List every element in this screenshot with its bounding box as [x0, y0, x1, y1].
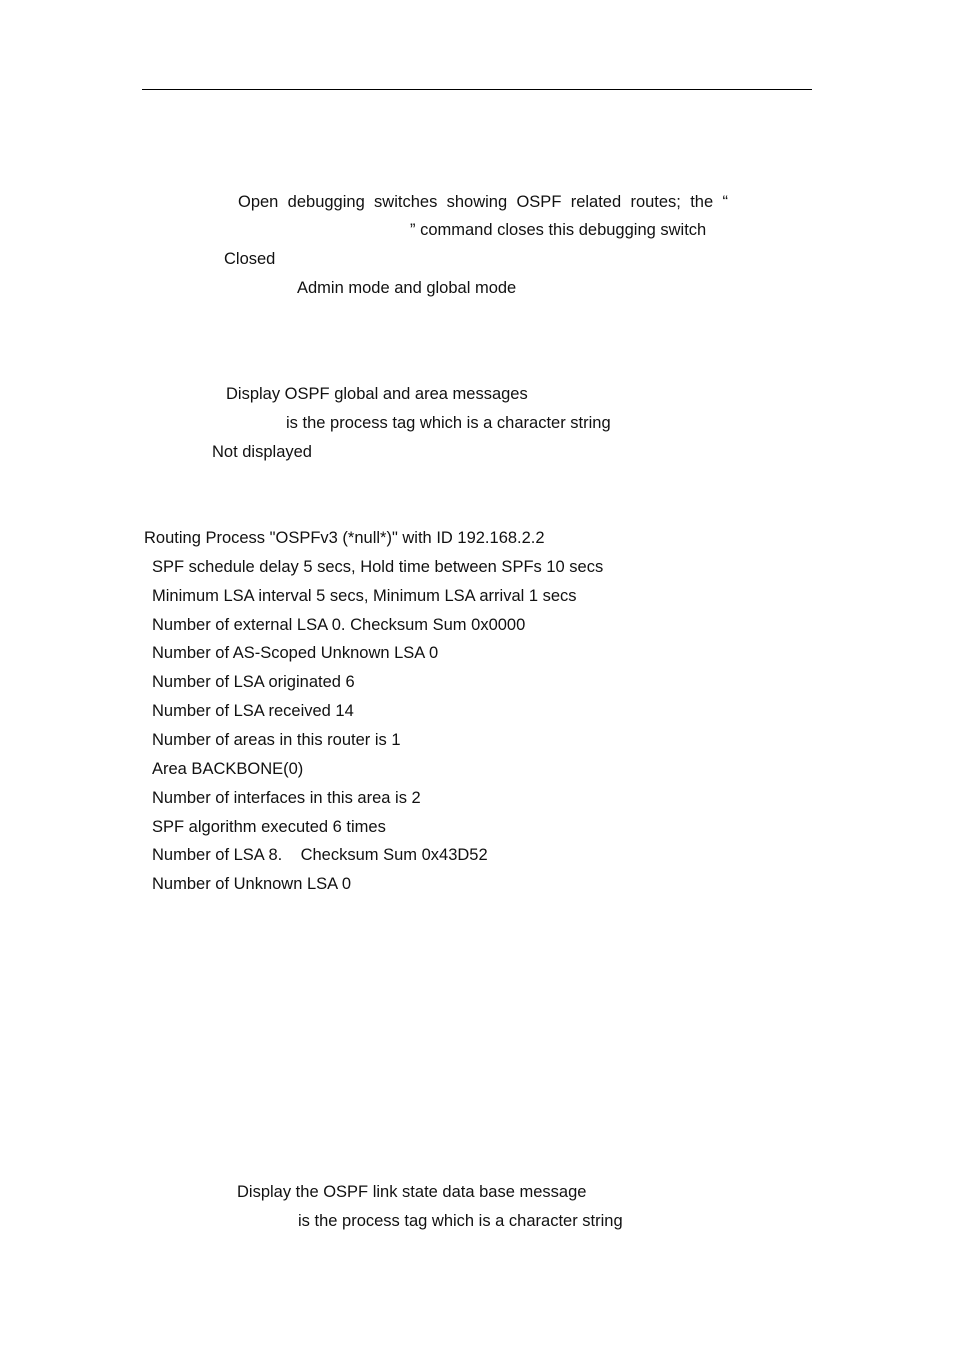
show-ospf-description: Display OSPF global and area messages [226, 385, 528, 403]
output-line: Number of areas in this router is 1 [152, 731, 401, 749]
output-line: Routing Process "OSPFv3 (*null*)" with ID 192.168.2.2 [144, 529, 545, 547]
word: “ [722, 193, 728, 211]
word: Open [238, 193, 279, 211]
show-ospf-parameter: is the process tag which is a character string [286, 414, 611, 432]
output-line: Number of AS-Scoped Unknown LSA 0 [152, 644, 439, 662]
word: showing [446, 193, 508, 211]
output-line: SPF algorithm executed 6 times [152, 818, 386, 836]
debug-mode: Admin mode and global mode [297, 279, 517, 297]
output-line: Number of LSA originated 6 [152, 673, 355, 691]
header-rule [142, 89, 812, 90]
show-ospf-default: Not displayed [212, 443, 312, 461]
output-line: Number of LSA received 14 [152, 702, 354, 720]
word: OSPF [516, 193, 562, 211]
output-line: Number of Unknown LSA 0 [152, 875, 352, 893]
word: debugging [287, 193, 365, 211]
output-line: Number of interfaces in this area is 2 [152, 789, 421, 807]
word: related [570, 193, 622, 211]
debug-description-line1 [238, 192, 728, 212]
show-database-parameter: is the process tag which is a character string [298, 1212, 623, 1230]
word: the [690, 193, 714, 211]
debug-description-line2: ” command closes this debugging switch [410, 221, 707, 239]
output-line: Number of LSA 8. Checksum Sum 0x43D52 [152, 846, 488, 864]
show-database-description: Display the OSPF link state data base message [237, 1183, 587, 1201]
word: switches [374, 193, 438, 211]
output-line: Number of external LSA 0. Checksum Sum 0x0000 [152, 616, 526, 634]
output-line: Minimum LSA interval 5 secs, Minimum LSA arrival 1 secs [152, 587, 577, 605]
output-line: Area BACKBONE(0) [152, 760, 304, 778]
output-line: SPF schedule delay 5 secs, Hold time between SPFs 10 secs [152, 558, 604, 576]
word: routes; [630, 193, 681, 211]
debug-default: Closed [224, 250, 276, 268]
